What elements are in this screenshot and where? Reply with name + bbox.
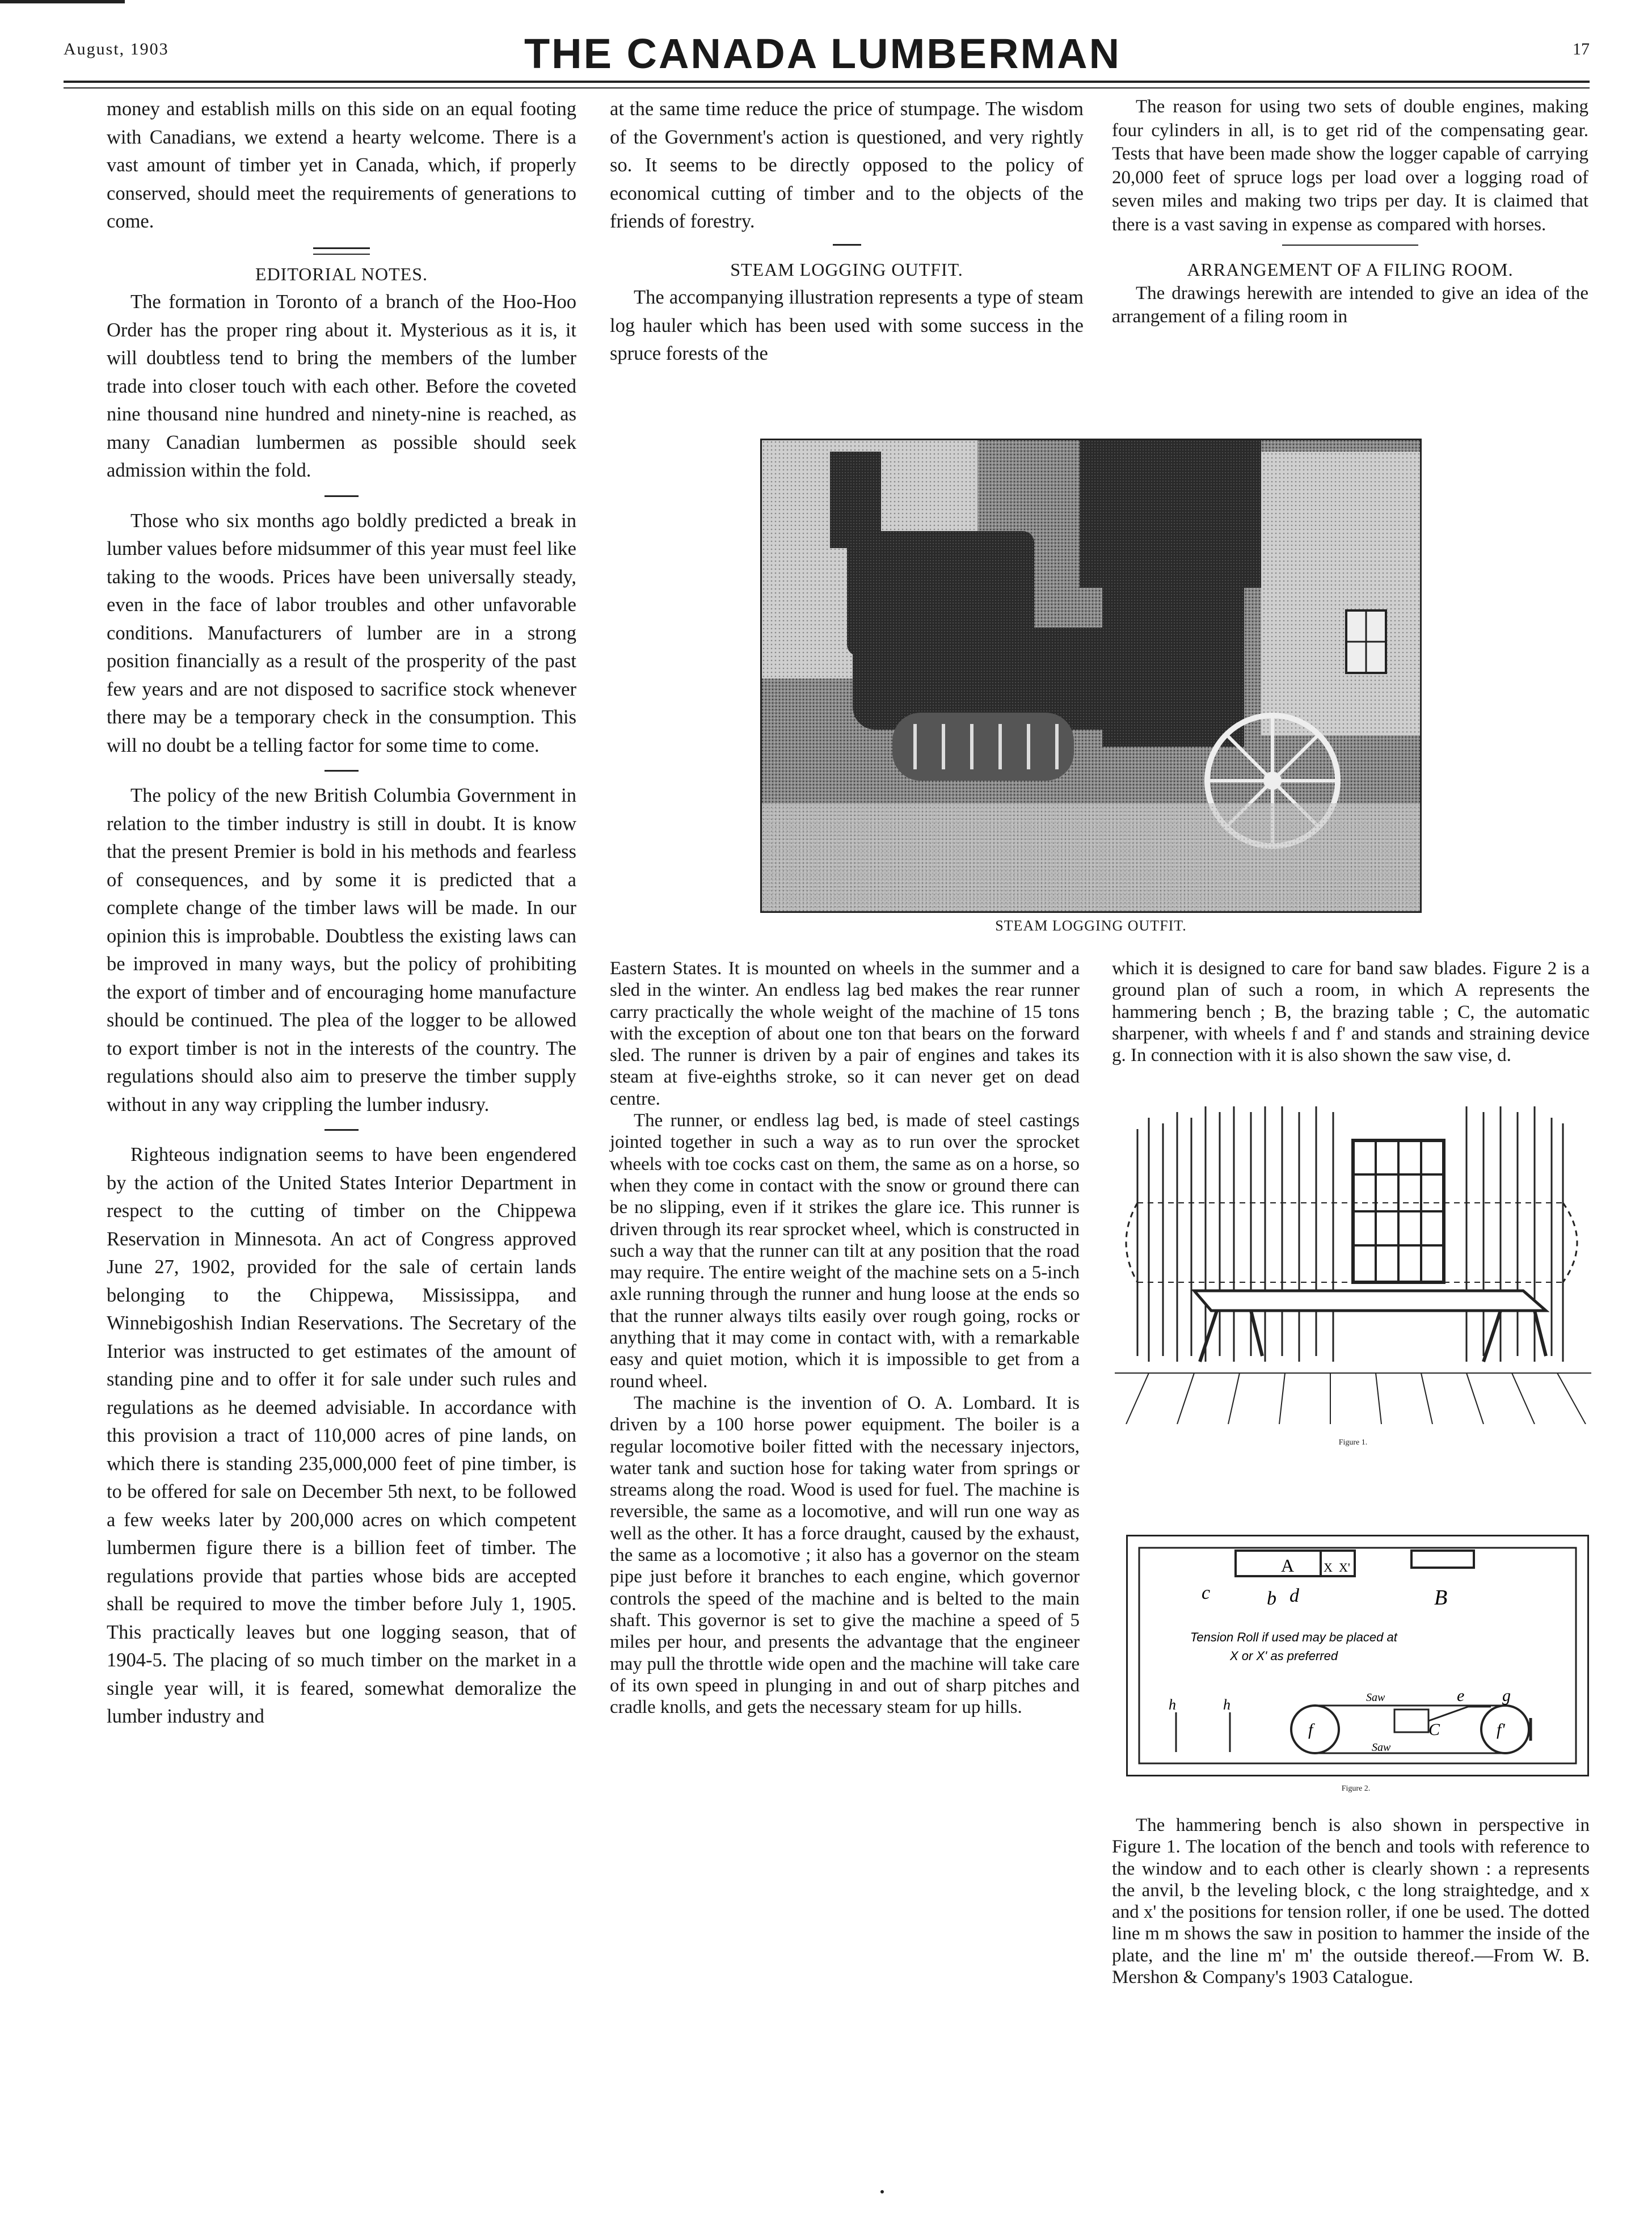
page-dot (880, 2190, 884, 2193)
fig2-label-A: A (1281, 1555, 1295, 1576)
fig2-label-g: g (1502, 1686, 1511, 1705)
column-3-bottom (1112, 958, 1590, 1066)
filing-room-heading: ARRANGEMENT OF A FILING ROOM. (1187, 259, 1514, 280)
col2-paragraph: The machine is the invention of O. A. Lombard. It is driven by a 100 horse power equipment. The boiler is a regular locomotive boiler fitted with the necessary injectors, water tank and suction hose for taking water from springs or streams along the road. Wood is used for fuel. The machine is reversible, the same as a locomotive, and will run one way as well as the other. It has a force draught, caused by the exhaust, the same as a locomotive ; it also has a governor on the steam pipe just before it branches to each engine, which governor controls the speed of the machine and is belted to the main shaft. This governor is set to give the machine a speed of 5 miles per hour, and presents the advantage that the engineer may pull the throttle wide open and the machine will take care of its own speed in plunging in and out of sharp pitches and cradle knolls, and gets the necessary steam for up hills. (610, 1392, 1080, 1718)
steam-logging-outfit-photo (760, 439, 1422, 913)
figure-1-perspective-drawing (1115, 1095, 1591, 1424)
editorial-notes-heading: EDITORIAL NOTES. (255, 263, 428, 284)
column-1 (107, 95, 576, 1731)
top-edge-rule (0, 0, 125, 3)
col1-paragraph: Those who six months ago boldly predicted a break in lumber values before midsummer of this year must feel like taking to the woods. Prices have been universally steady, even in the face of labor troubles and other unfavorable conditions. Manufacturers of lumber are in a strong position financially as a result of the prosperity of the past few years and are not disposed to sacrifice stock whenever there may be a temporary check in the consumption. This will no doubt be a telling factor for some time to come. (107, 510, 576, 756)
fig2-label-h: h (1169, 1696, 1176, 1713)
col3-paragraph: The drawings herewith are intended to give an idea of the arrangement of a filing room in (1112, 283, 1588, 327)
fig2-label-h: h (1223, 1696, 1230, 1713)
fig2-label-B: B (1434, 1586, 1448, 1610)
fig2-label-e: e (1457, 1686, 1465, 1705)
fig2-note-line-1: Tension Roll if used may be placed at (1190, 1630, 1397, 1644)
separator (313, 247, 370, 249)
separator (324, 495, 359, 497)
col2-paragraph: The runner, or endless lag bed, is made of steel castings jointed together in such a way as to run over the sprocket wheels with toe cocks cast on them, the same as on a horse, so when they come in contact with the snow or ground there can be no slipping, even if it strikes the glare ice. This runner is driven through its rear sprocket wheel, which is constructed in such a way that the runner can tilt at any position that the road may require. The entire weight of the machine sets on a 5-inch axle running through the runner and hung loose at the ends so that the runner always tilts easily over rough going, rocks or anything that it may come in contact with, with a remarkable easy and quiet motion, which it is impossible to get from a round wheel. (610, 1110, 1080, 1392)
column-2-top (610, 95, 1084, 368)
col2-paragraph: at the same time reduce the price of stumpage. The wisdom of the Government's action is questioned, and very rightly so. It seems to be directly opposed to the policy of economical cutting of timber and to the objects of the friends of forestry. (610, 98, 1084, 232)
col1-paragraph: The formation in Toronto of a branch of the Hoo-Hoo Order has the proper ring about it. Mysterious as it is, it will doubtless tend to bring the members of the lumber trade into closer touch with each other. Before the coveted nine thousand nine hundred and ninety-nine is reached, as many Canadian lumbermen as possible should seek admission within the fold. (107, 291, 576, 481)
column-3-bottom-continued (1112, 1814, 1590, 1988)
separator (313, 254, 370, 255)
col3-paragraph: The hammering bench is also shown in perspective in Figure 1. The location of the bench and tools with reference to the window and to each other is clearly shown : a represents the anvil, b the leveling block, c the long straightedge, and x and x' the positions for tension roller, if one be used. The dotted line m m shows the saw in position to hammer the inside of the plate, and the line m' m' the outside thereof.—From W. B. Mershon & Company's 1903 Catalogue. (1112, 1815, 1590, 1988)
fig2-label-c: c (1202, 1582, 1211, 1603)
separator (833, 244, 861, 246)
page-number: 17 (1573, 40, 1590, 58)
col1-paragraph: The policy of the new British Columbia Government in relation to the timber industry is still in doubt. It is know that the present Premier is bold in his methods and fearless of consequences, and by some it is predicted that a complete change of the timber laws will be made. In our opinion this is improbable. Doubtless the existing laws can be improved in many ways, but the policy of prohibiting the export of timber and of encouraging home manufacture should be continued. The plea of the logger to be allowed to export timber is not in the interests of the country. The regulations should also aim to preserve the timber supply without in any way crippling the lumber indusry. (107, 785, 576, 1115)
header-rule-thin (64, 87, 1590, 89)
figure-2-caption: Figure 2. (1341, 1784, 1371, 1793)
separator (324, 770, 359, 772)
fig2-label-saw: Saw (1372, 1741, 1391, 1754)
figure-1-caption: Figure 1. (1338, 1438, 1368, 1447)
photo-caption: STEAM LOGGING OUTFIT. (995, 917, 1187, 934)
fig2-label-C: C (1428, 1720, 1440, 1739)
col1-paragraph: money and establish mills on this side on an equal footing with Canadians, we extend a hearty welcome. There is a vast amount of timber yet in Canada, which, if properly conserved, should meet the requirements of generations to come. (107, 98, 576, 232)
fig2-label-d: d (1289, 1585, 1299, 1606)
column-2-bottom (610, 958, 1080, 1718)
masthead-title: THE CANADA LUMBERMAN (524, 30, 1122, 77)
fig2-label-saw: Saw (1366, 1691, 1385, 1704)
col1-paragraph: Righteous indignation seems to have been engendered by the action of the United States Interior Department in respect to the cutting of timber on the Chippewa Reservation in Minnesota. An act of Congress approved June 27, 1902, provided for the sale of certain lands belonging to the Chippewa, Mississippa, and Winnebigoshish Indian Reservations. The Secretary of the Interior was instructed to get estimates of the amount of standing pine and to offer it for sale under such rules and regulations as he deemed advisiable. In accordance with this provision a tract of 110,000 acres of pine lands, on which there is standing 235,000,000 feet of pine timber, is to be offered for sale on December 5th next, to be followed a few weeks later by 200,000 acres on which competent lumbermen figure there is a billion feet of timber. The regulations provide that parties whose bids are accepted shall be required to move the timber before July 1, 1905. This practically leaves but one logging season, that of 1904-5. The placing of so much timber on the market in a single year will, it is feared, somewhat demoralize the lumber industry and (107, 1144, 576, 1727)
col2-paragraph: The accompanying illustration represents a type of steam log hauler which has been used with some success in the spruce forests of the (610, 287, 1084, 364)
steam-logging-heading: STEAM LOGGING OUTFIT. (730, 259, 963, 280)
fig2-note-line-2: X or X' as preferred (1230, 1649, 1338, 1663)
col2-paragraph: Eastern States. It is mounted on wheels in the summer and a sled in the winter. An endless lag bed makes the rear runner carry practically the whole weight of the machine of 15 tons with the exception of about one ton that bears on the forward sled. The runner is driven by a pair of engines and takes its steam at five-eighths stroke, so it can never get on dead centre. (610, 958, 1080, 1109)
col3-paragraph: The reason for using two sets of double engines, making four cylinders in all, is to get rid of the compensating gear. Tests that have been made show the logger capable of carrying 20,000 feet of spruce logs per load over a logging road of seven miles and making two trips per day. It is claimed that there is a vast saving in expense as compared with horses. (1112, 96, 1588, 235)
column-3-top (1112, 95, 1588, 329)
col3-paragraph: which it is designed to care for band saw blades. Figure 2 is a ground plan of such a room, in which A represents the hammering bench ; B, the brazing table ; C, the automatic sharpener, with wheels f and f' and stands and straining device g. In connection with it is also shown the saw vise, d. (1112, 958, 1590, 1066)
figure-2-ground-plan (1126, 1535, 1589, 1776)
fig2-label-x: X (1324, 1560, 1333, 1574)
fig2-label-f2: f' (1497, 1720, 1505, 1739)
separator (1282, 245, 1418, 246)
fig2-label-b: b (1267, 1588, 1276, 1609)
issue-date: August, 1903 (64, 40, 169, 58)
fig2-label-f: f (1308, 1720, 1313, 1739)
separator (324, 1129, 359, 1131)
header-rule-thick (64, 81, 1590, 83)
fig2-label-x2: X' (1339, 1560, 1350, 1574)
